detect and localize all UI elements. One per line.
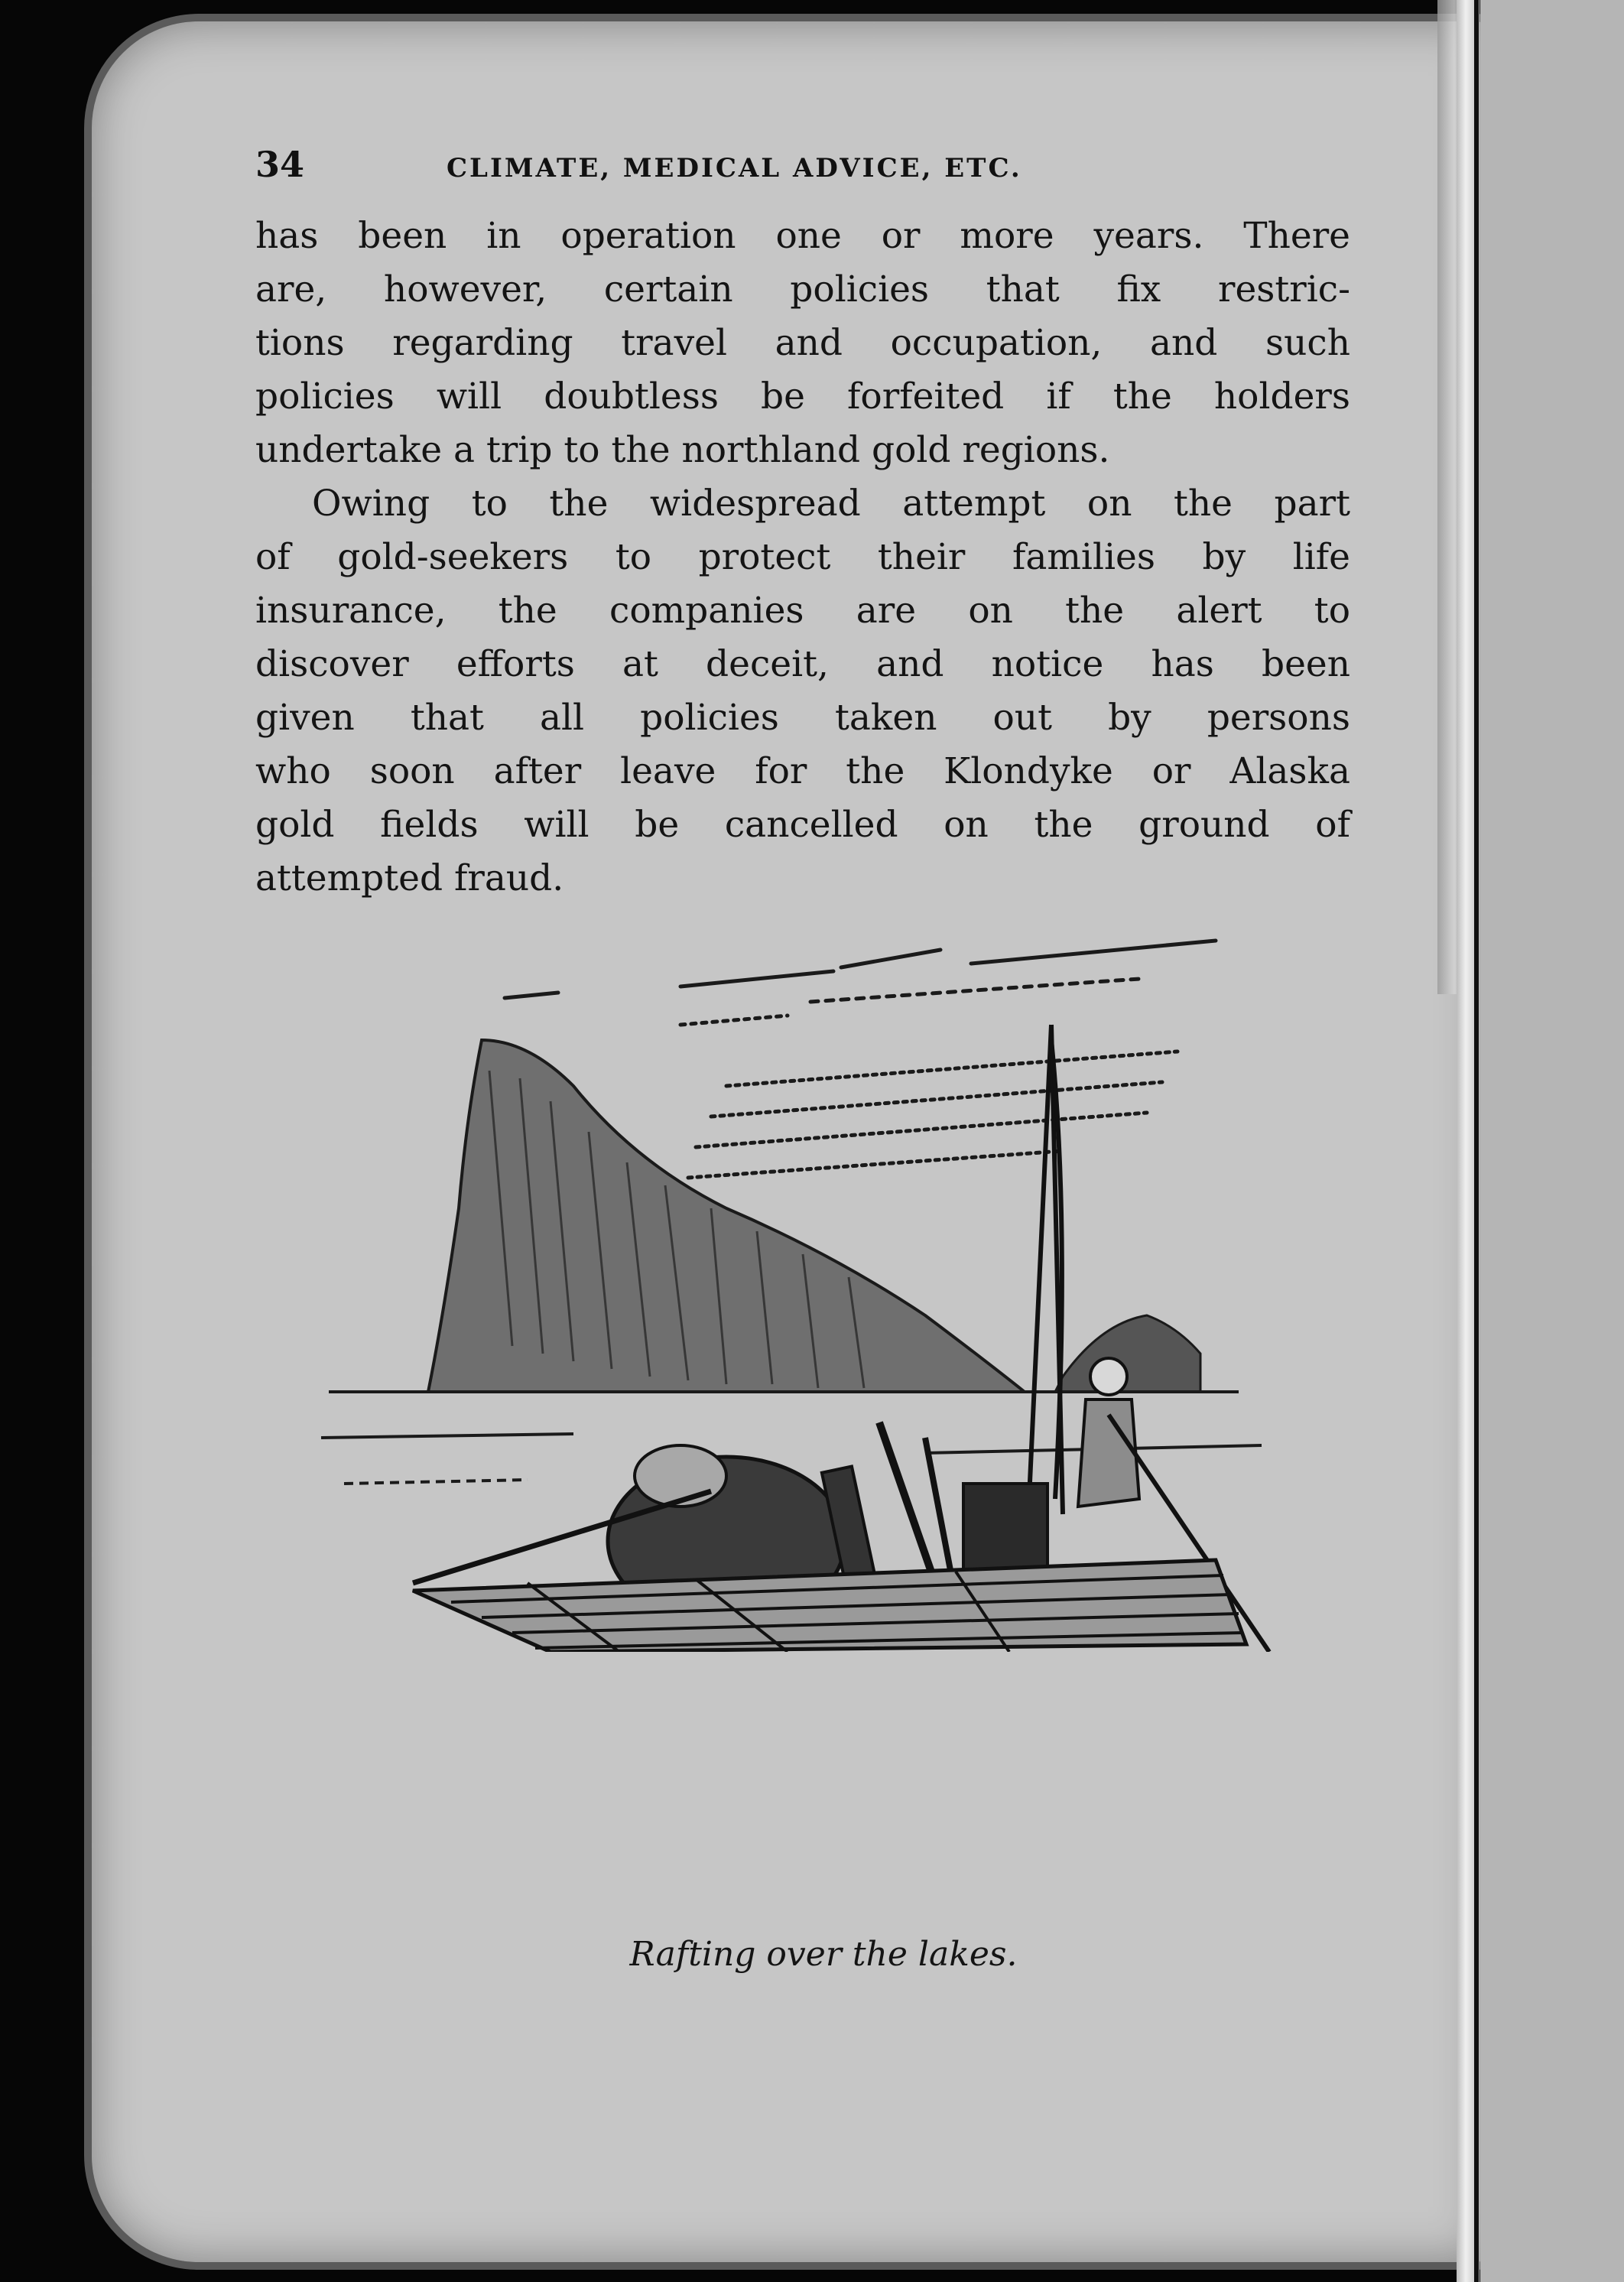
text-line: are, however, certain policies that fix restric- <box>255 268 1350 310</box>
text-line: policies will doubtless be forfeited if the holders <box>255 375 1350 418</box>
running-head-title: CLIMATE, MEDICAL ADVICE, ETC. <box>447 153 1022 184</box>
page-number: 34 <box>255 144 305 185</box>
text-line: discover efforts at deceit, and notice has been <box>255 643 1350 685</box>
text-line: attempted fraud. <box>255 857 564 899</box>
text-line: tions regarding travel and occupation, and such <box>255 322 1350 364</box>
text-line: insurance, the companies are on the alert to <box>255 590 1350 632</box>
text-line: Owing to the widespread attempt on the part <box>312 483 1350 525</box>
text-line: of gold-seekers to protect their families by life <box>255 536 1350 578</box>
text-line: given that all policies taken out by persons <box>255 697 1350 739</box>
text-line: has been in operation one or more years. There <box>255 215 1350 257</box>
running-head <box>255 144 1356 190</box>
illustration-caption: Rafting over the lakes. <box>629 1935 1018 1974</box>
text-line: undertake a trip to the northland gold regions. <box>255 429 1110 471</box>
raft-on-lake-engraving-icon <box>298 887 1307 1652</box>
text-line: gold fields will be cancelled on the ground of <box>255 804 1350 846</box>
body-text <box>255 210 1350 905</box>
text-line: who soon after leave for the Klondyke or Alaska <box>255 750 1350 792</box>
